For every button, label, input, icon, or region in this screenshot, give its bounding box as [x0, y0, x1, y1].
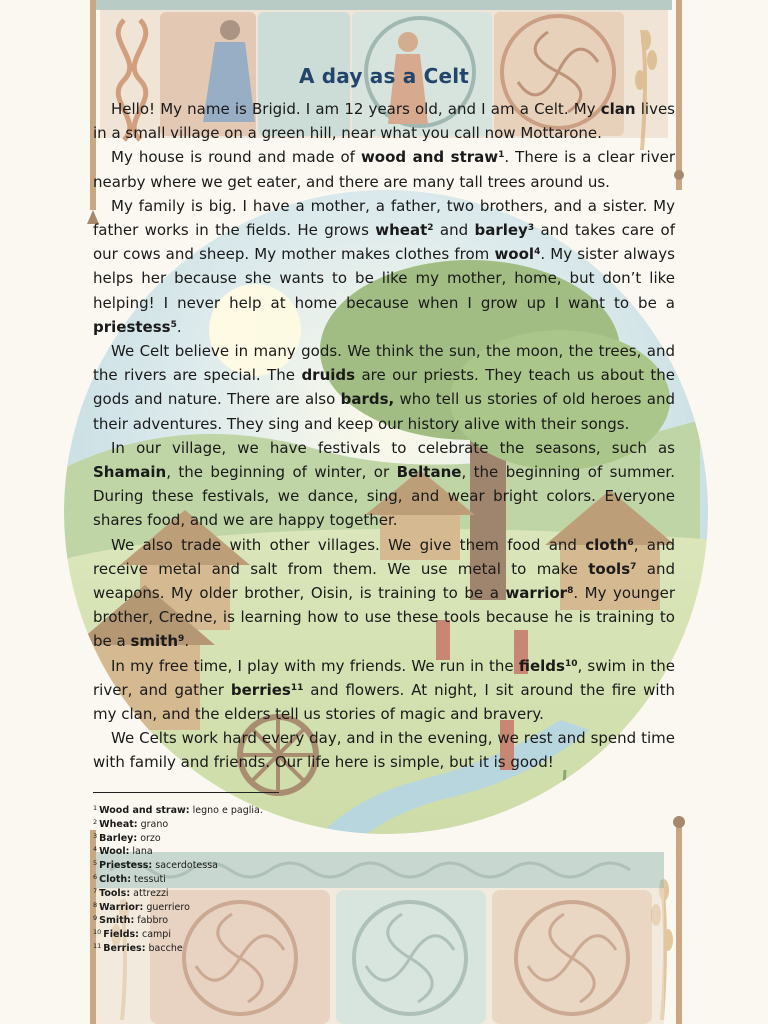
footnote-number: 9: [93, 914, 98, 923]
page-title: A day as a Celt: [298, 64, 470, 88]
footnote-marker[interactable]: 5: [170, 319, 177, 330]
paragraph: [93, 97, 675, 145]
footnote-term: Wood and straw:: [99, 805, 190, 816]
text-run: .: [176, 317, 182, 336]
footnote-term: Warrior:: [99, 901, 144, 913]
footnote-definition: grano: [137, 818, 169, 830]
footnote-term: Berries:: [103, 942, 146, 954]
glossary-term: barley: [474, 221, 528, 240]
glossary-term: warrior: [505, 584, 568, 603]
footnote-definition: lana: [129, 846, 153, 858]
paragraph: [93, 194, 675, 339]
paragraph: [93, 339, 675, 436]
text-run: , swim in the river, and gather: [93, 656, 675, 699]
footnote-term: Smith:: [99, 915, 135, 927]
text-run: We Celt believe in many gods. We think the sun, the moon, the trees, and the rivers are special. The: [93, 342, 675, 385]
glossary-term: wheat: [375, 221, 428, 240]
text-run: who tell us stories of old heroes and their adventures. They sing and keep our history alive with their songs.: [93, 390, 676, 433]
glossary-term: fields: [518, 656, 565, 675]
glossary-term: wood and straw: [360, 148, 499, 167]
footnote-definition: fabbro: [134, 915, 169, 927]
footnote-definition: tessuti: [131, 873, 166, 885]
text-run: My family is big. I have a mother, a father, two brothers, and a sister. My father works in the fields. He grows: [93, 196, 675, 240]
footnote-marker[interactable]: 11: [290, 682, 304, 693]
paragraph: [93, 436, 675, 533]
text-run: We also trade with other villages. We give them food and: [111, 535, 586, 554]
footnote-number: 7: [93, 886, 98, 895]
glossary-term: druids: [301, 366, 356, 385]
footnote-number: 11: [93, 941, 102, 950]
footnote-number: 5: [93, 859, 98, 868]
text-run: and weapons. My older brother, Oisin, is training to be a: [93, 559, 675, 603]
footnotes-list: [93, 803, 393, 955]
footnote-item: [93, 886, 393, 900]
glossary-term: Shamain: [93, 463, 167, 482]
footnote-marker[interactable]: 10: [564, 658, 578, 669]
text-run: In my free time, I play with my friends. We run in the: [111, 656, 519, 675]
glossary-term: bards,: [340, 390, 395, 409]
footnote-marker[interactable]: 9: [178, 634, 185, 645]
glossary-term: Beltane: [396, 463, 462, 482]
text-run: .: [184, 632, 190, 651]
footnote-number: 10: [93, 928, 102, 937]
footnote-definition: attrezzi: [130, 887, 169, 899]
glossary-term: berries: [230, 680, 291, 699]
footnote-item: [93, 817, 393, 831]
text-run: . My younger brother, Credne, is learning how to use these tools because he is training to be a: [93, 584, 675, 651]
paragraph: [93, 726, 675, 774]
text-run: . My sister always helps her because she wants to be like my mother, home, but don’t like helping! I never help at home because when I grow up I want to be a: [93, 245, 675, 312]
footnote-marker[interactable]: 4: [534, 247, 541, 258]
glossary-term: priestess: [93, 317, 171, 336]
footnote-term: Priestess:: [99, 860, 153, 872]
story-body: [93, 97, 675, 775]
text-run: My house is round and made of: [111, 148, 361, 167]
footnote-marker[interactable]: 6: [627, 537, 634, 548]
glossary-term: tools: [588, 559, 631, 578]
footnote-definition: bacche: [145, 942, 183, 954]
footnote-marker[interactable]: 2: [427, 223, 434, 234]
paragraph: [93, 145, 675, 193]
glossary-term: cloth: [585, 535, 628, 554]
footnote-item: [93, 900, 393, 914]
text-run: and: [433, 221, 475, 240]
footnote-definition: legno e paglia.: [189, 805, 263, 816]
footnote-marker[interactable]: 7: [630, 561, 637, 572]
footnote-number: 6: [93, 872, 98, 881]
footnote-term: Wheat:: [99, 818, 138, 830]
footnote-separator: [93, 792, 279, 793]
paragraph: [93, 654, 675, 727]
footnote-item: [93, 803, 393, 817]
text-run: are our priests. They teach us about the gods and nature. There are also: [93, 366, 675, 409]
text-run: We Celts work hard every day, and in the evening, we rest and spend time with family and friends. Our life here is simple, but it is good!: [93, 729, 675, 772]
text-run: Hello! My name is Brigid. I am 12 years old, and I am a Celt. My: [111, 100, 601, 118]
footnote-term: Tools:: [99, 887, 131, 899]
footnote-number: 4: [93, 845, 98, 854]
footnote-definition: campi: [138, 929, 171, 941]
footnote-item: [93, 941, 393, 955]
footnote-term: Barley:: [99, 832, 138, 844]
footnote-definition: orzo: [137, 832, 161, 844]
footnote-definition: sacerdotessa: [152, 860, 218, 872]
glossary-term: wool: [494, 245, 535, 264]
glossary-term: clan: [600, 100, 636, 118]
footnote-number: 3: [93, 831, 98, 840]
footnote-item: [93, 844, 393, 858]
footnote-number: 1: [93, 804, 98, 812]
paragraph: [93, 533, 675, 654]
text-run: and flowers. At night, I sit around the fire with my clan, and the elders tell us stories of magic and bravery.: [93, 680, 675, 724]
footnote-term: Wool:: [99, 846, 130, 858]
text-run: lives in a small village on a green hill, near what you call now Mottarone.: [93, 100, 675, 143]
footnote-definition: guerriero: [143, 901, 190, 913]
footnote-term: Cloth:: [99, 873, 131, 885]
text-run: , the beginning of winter, or: [166, 463, 397, 482]
footnote-marker[interactable]: 3: [527, 223, 535, 234]
footnote-number: 8: [93, 900, 98, 909]
footnote-number: 2: [93, 817, 98, 826]
footnote-item: [93, 831, 393, 845]
text-run: , and receive metal and salt from them. We use metal to make: [93, 535, 675, 578]
footnote-item: [93, 858, 393, 872]
footnote-term: Fields:: [103, 929, 139, 941]
text-run: In our village, we have festivals to celebrate the seasons, such as: [111, 438, 675, 457]
footnote-item: [93, 913, 393, 927]
text-run: , the beginning of summer. During these festivals, we dance, sing, and wear bright colors. Everyone shares food, and we are happy together.: [93, 463, 675, 530]
text-run: and takes care of our cows and sheep. My mother makes clothes from: [93, 221, 675, 264]
glossary-term: smith: [130, 632, 179, 651]
footnote-item: [93, 872, 393, 886]
footnote-marker[interactable]: 8: [567, 586, 574, 597]
text-run: . There is a clear river nearby where we get eater, and there are many tall trees around us.: [93, 148, 675, 191]
footnote-item: [93, 927, 393, 941]
footnote-marker[interactable]: 1: [498, 150, 505, 161]
